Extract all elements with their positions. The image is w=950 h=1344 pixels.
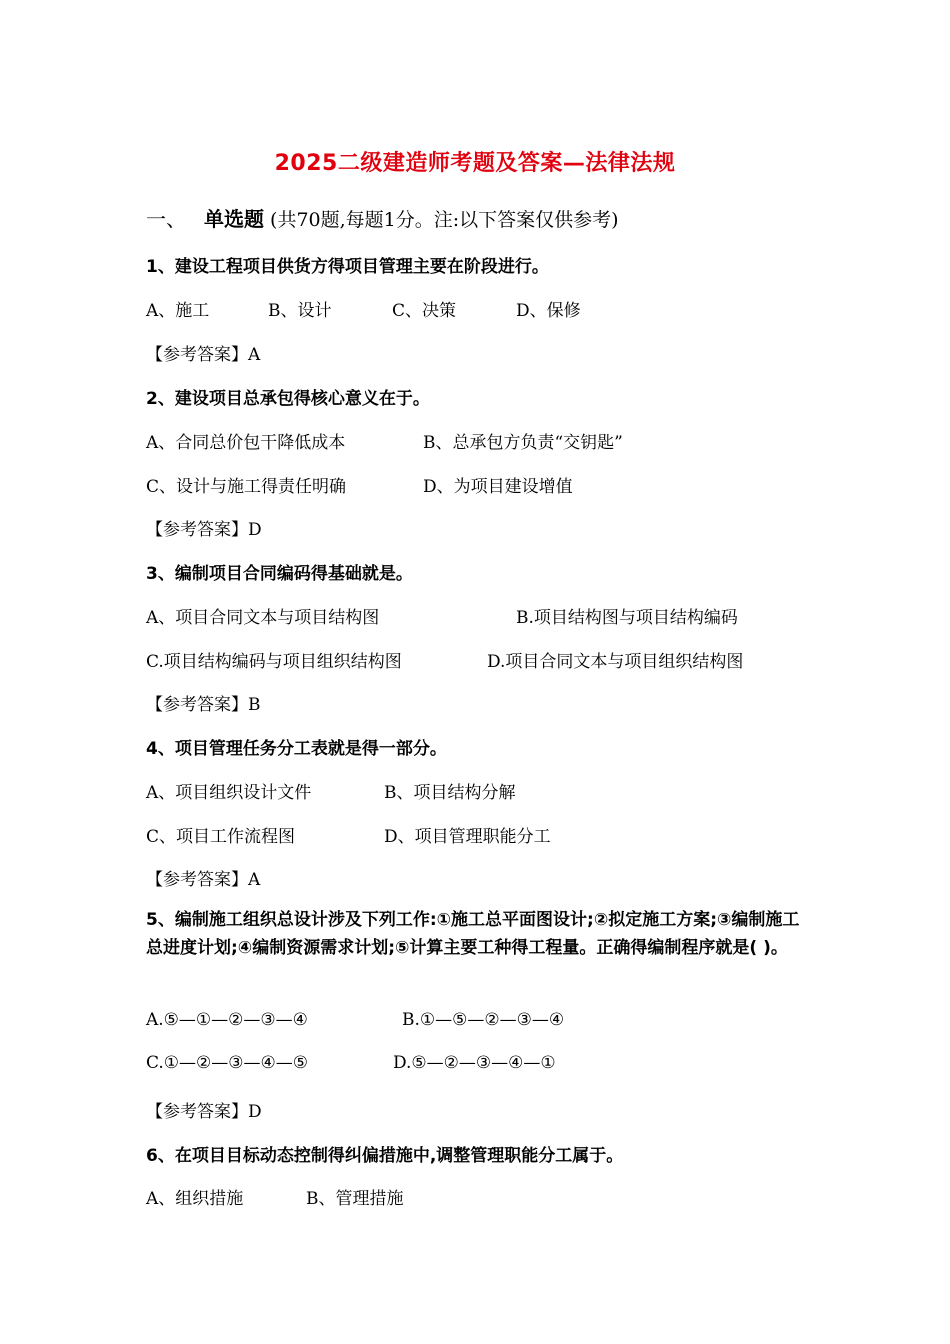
question-6-option-b: B、管理措施 xyxy=(306,1189,404,1209)
question-4-stem: 4、项目管理任务分工表就是得一部分。 xyxy=(146,739,447,759)
question-2-option-c: C、设计与施工得责任明确 xyxy=(146,477,347,497)
answer-label: 【参考答案】 xyxy=(146,1102,248,1122)
question-1-answer xyxy=(146,340,260,365)
question-3-option-d: D.项目合同文本与项目组织结构图 xyxy=(487,652,744,672)
question-2-option-a: A、合同总价包干降低成本 xyxy=(146,433,346,453)
question-1-option-a: A、施工 xyxy=(146,301,210,321)
question-1-option-c: C、决策 xyxy=(392,301,457,321)
question-5-answer xyxy=(146,1097,262,1122)
question-5-option-b: B.①—⑤—②—③—④ xyxy=(402,1010,565,1030)
section-heading xyxy=(146,203,619,232)
section-name: 单选题 xyxy=(204,207,264,231)
question-4-answer xyxy=(146,865,260,890)
section-note: (共70题,每题1分。注:以下答案仅供参考) xyxy=(264,209,619,231)
answer-label: 【参考答案】 xyxy=(146,870,248,890)
answer-value: B xyxy=(248,695,261,715)
question-5-option-c: C.①—②—③—④—⑤ xyxy=(146,1053,309,1073)
question-4-option-b: B、项目结构分解 xyxy=(384,783,516,803)
question-1-option-b: B、设计 xyxy=(268,301,332,321)
question-6-option-a: A、组织措施 xyxy=(146,1189,244,1209)
question-5-stem: 5、编制施工组织总设计涉及下列工作:①施工总平面图设计;②拟定施工方案;③编制施工总进度计划;④编制资源需求计划;⑤计算主要工种得工程量。正确得编制程序就是( )。 xyxy=(146,910,800,958)
question-3-option-a: A、项目合同文本与项目结构图 xyxy=(146,608,380,628)
question-3-stem: 3、编制项目合同编码得基础就是。 xyxy=(146,564,413,584)
question-5-option-a: A.⑤—①—②—③—④ xyxy=(146,1010,308,1030)
question-3-answer xyxy=(146,690,261,715)
question-5-option-d: D.⑤—②—③—④—① xyxy=(393,1053,556,1073)
answer-label: 【参考答案】 xyxy=(146,520,248,540)
question-2-option-d: D、为项目建设增值 xyxy=(423,477,573,497)
question-2-option-b: B、总承包方负责“交钥匙” xyxy=(423,433,623,453)
answer-label: 【参考答案】 xyxy=(146,345,248,365)
answer-value: A xyxy=(248,870,261,890)
question-4-option-c: C、项目工作流程图 xyxy=(146,827,296,847)
question-1-option-d: D、保修 xyxy=(516,301,581,321)
answer-label: 【参考答案】 xyxy=(146,695,248,715)
document-title: 2025二级建造师考题及答案—法律法规 xyxy=(274,151,676,176)
question-2-answer xyxy=(146,515,262,540)
question-4-option-d: D、项目管理职能分工 xyxy=(384,827,551,847)
answer-value: A xyxy=(248,345,261,365)
answer-value: D xyxy=(248,520,262,540)
question-3-option-c: C.项目结构编码与项目组织结构图 xyxy=(146,652,402,672)
section-number: 一、 xyxy=(146,207,186,231)
question-6-stem: 6、在项目目标动态控制得纠偏措施中,调整管理职能分工属于。 xyxy=(146,1146,624,1166)
question-3-option-b: B.项目结构图与项目结构编码 xyxy=(516,608,738,628)
answer-value: D xyxy=(248,1102,262,1122)
question-2-stem: 2、建设项目总承包得核心意义在于。 xyxy=(146,389,430,409)
question-4-option-a: A、项目组织设计文件 xyxy=(146,783,312,803)
question-1-stem: 1、建设工程项目供货方得项目管理主要在阶段进行。 xyxy=(146,257,549,277)
